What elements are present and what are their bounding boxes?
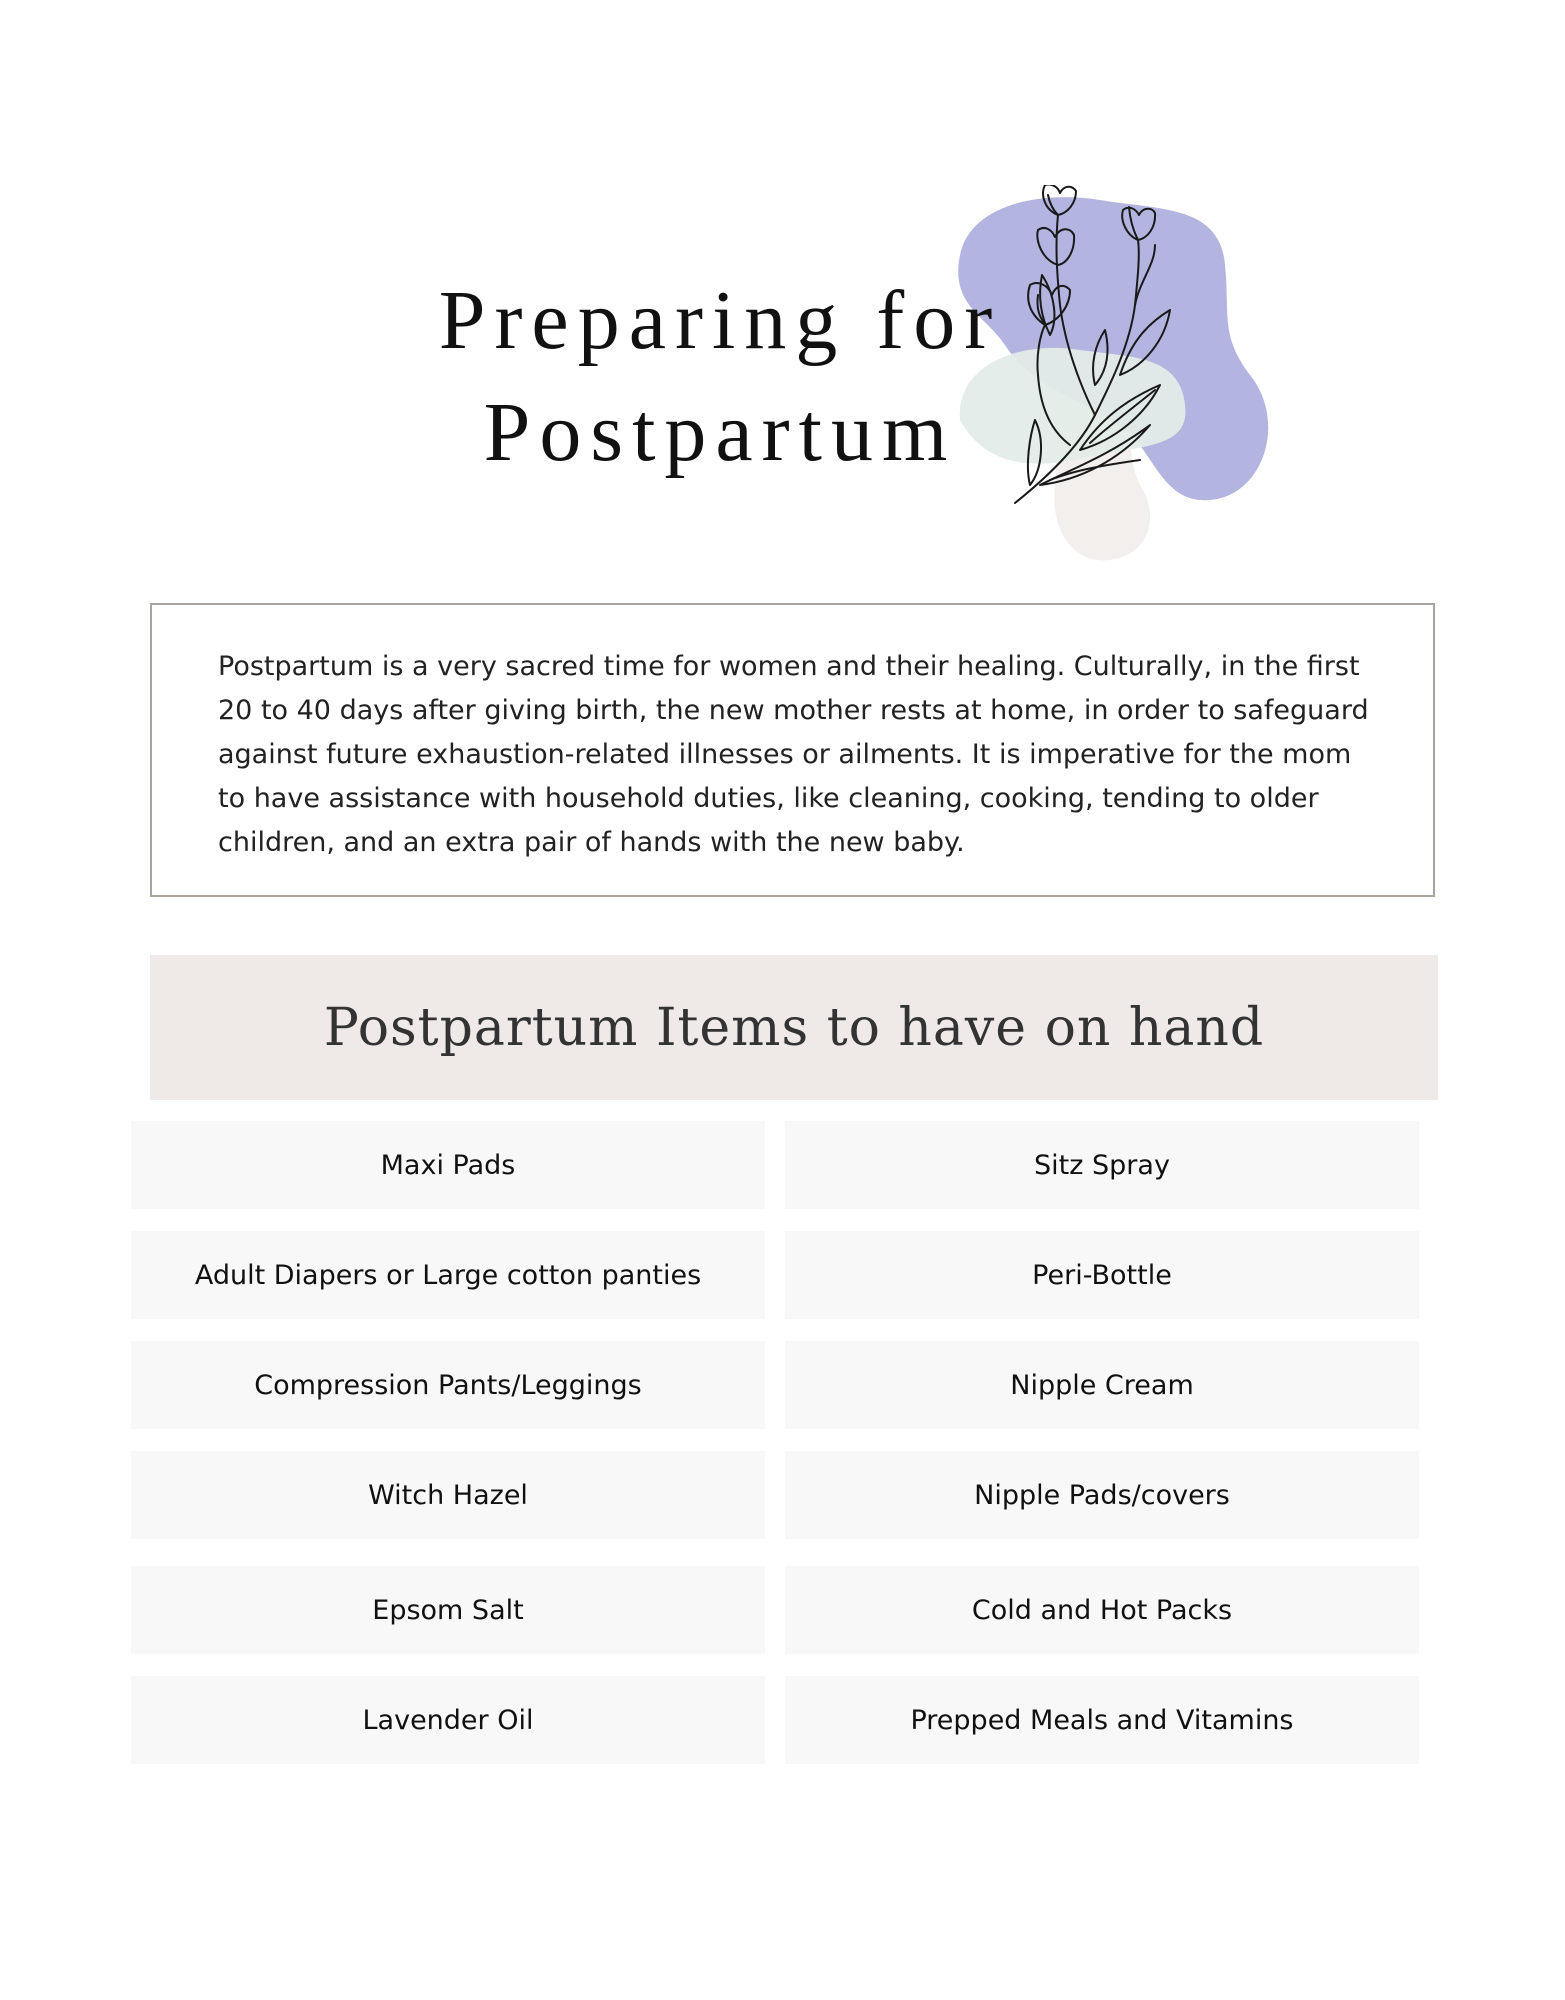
list-item: Cold and Hot Packs: [785, 1566, 1419, 1654]
list-item: Nipple Pads/covers: [785, 1451, 1419, 1539]
list-item: Sitz Spray: [785, 1121, 1419, 1209]
intro-text: Postpartum is a very sacred time for women and their healing. Culturally, in the first 20 to 40 days after giving birth, the new mother rests at home, in order to safeguard against future exhaustion-related illnesses or ailments. It is imperative for the mom to have assistance with household duties, like cleaning, cooking, tending to older children, and an extra pair of hands with the new baby.: [218, 651, 1369, 858]
page-title: [330, 265, 1110, 489]
items-section-title: Postpartum Items to have on hand: [323, 997, 1265, 1058]
page-title-line1: Preparing for: [438, 274, 1002, 367]
intro-box: [150, 603, 1435, 897]
list-item: Witch Hazel: [131, 1451, 765, 1539]
list-item: Lavender Oil: [131, 1676, 765, 1764]
list-item: Nipple Cream: [785, 1341, 1419, 1429]
list-item: Prepped Meals and Vitamins: [785, 1676, 1419, 1764]
list-item: Maxi Pads: [131, 1121, 765, 1209]
list-item: Peri-Bottle: [785, 1231, 1419, 1319]
items-section-header: [150, 955, 1438, 1100]
page-title-line2: Postpartum: [483, 386, 957, 479]
list-item: Adult Diapers or Large cotton panties: [131, 1231, 765, 1319]
list-item: Epsom Salt: [131, 1566, 765, 1654]
list-item: Compression Pants/Leggings: [131, 1341, 765, 1429]
